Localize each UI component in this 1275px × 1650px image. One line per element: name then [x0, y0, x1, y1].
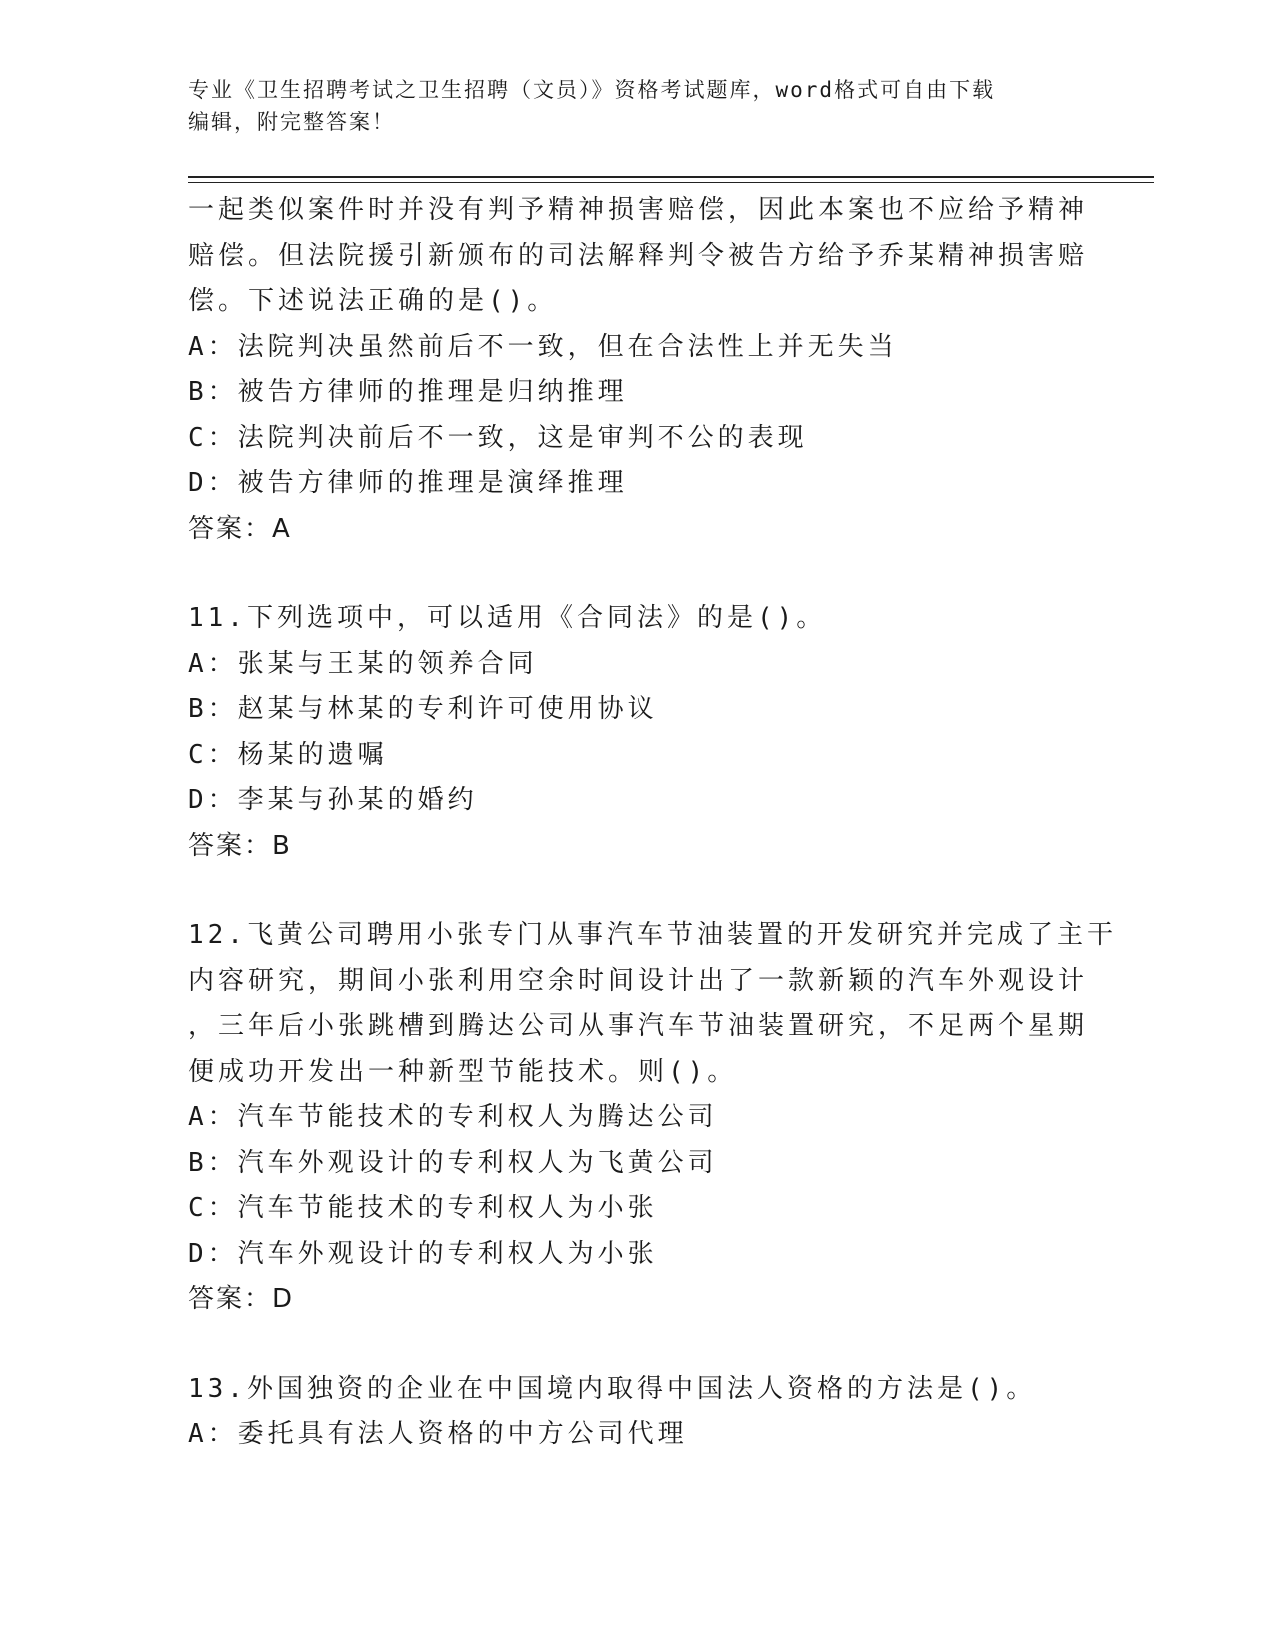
- question-stem-line: 一起类似案件时并没有判予精神损害赔偿，因此本案也不应给予精神: [188, 195, 1089, 225]
- option-a: A：法院判决虽然前后不一致，但在合法性上并无失当: [188, 331, 898, 362]
- header-line-1: 专业《卫生招聘考试之卫生招聘（文员）》资格考试题库，word格式可自由下载: [188, 78, 996, 102]
- answer: 答案：D: [188, 1284, 295, 1314]
- spacer: [188, 1323, 1088, 1367]
- spacer: [188, 552, 1088, 596]
- spacer: [188, 869, 1088, 913]
- option-c: C：法院判决前后不一致，这是审判不公的表现: [188, 422, 808, 453]
- question-stem-line: 偿。下述说法正确的是()。: [188, 286, 558, 316]
- header-line-2: 编辑，附完整答案！: [188, 110, 395, 134]
- question-stem-line: 便成功开发出一种新型节能技术。则()。: [188, 1056, 738, 1087]
- question-10: [188, 188, 1088, 552]
- document-header: [188, 74, 1088, 138]
- header-divider-thin: [188, 182, 1154, 183]
- question-stem-line: 内容研究，期间小张利用空余时间设计出了一款新颖的汽车外观设计: [188, 965, 1089, 996]
- option-b: B：赵某与林某的专利许可使用协议: [188, 694, 658, 724]
- question-stem-line: ，三年后小张跳槽到腾达公司从事汽车节油装置研究，不足两个星期: [188, 1011, 1089, 1041]
- question-stem-line: 11.下列选项中，可以适用《合同法》的是()。: [188, 603, 827, 633]
- option-b: B：被告方律师的推理是归纳推理: [188, 377, 628, 407]
- option-d: D：被告方律师的推理是演绎推理: [188, 468, 628, 498]
- option-b: B：汽车外观设计的专利权人为飞黄公司: [188, 1147, 718, 1178]
- question-13: [188, 1367, 1088, 1458]
- option-a: A：汽车节能技术的专利权人为腾达公司: [188, 1102, 718, 1132]
- question-stem-line: 13.外国独资的企业在中国境内取得中国法人资格的方法是()。: [188, 1373, 1037, 1404]
- option-c: C：杨某的遗嘱: [188, 739, 388, 770]
- question-stem-line: 12.飞黄公司聘用小张专门从事汽车节油装置的开发研究并完成了主干: [188, 920, 1117, 950]
- question-12: [188, 913, 1117, 1323]
- option-d: D：汽车外观设计的专利权人为小张: [188, 1238, 658, 1269]
- question-content: [188, 188, 1117, 1458]
- answer: 答案：A: [188, 513, 292, 544]
- option-a: A：委托具有法人资格的中方公司代理: [188, 1419, 688, 1449]
- answer: 答案：B: [188, 830, 292, 861]
- question-stem-line: 赔偿。但法院援引新颁布的司法解释判令被告方给予乔某精神损害赔: [188, 240, 1089, 271]
- option-d: D：李某与孙某的婚约: [188, 785, 478, 815]
- option-a: A：张某与王某的领养合同: [188, 648, 538, 679]
- option-c: C：汽车节能技术的专利权人为小张: [188, 1193, 658, 1223]
- header-divider-thick: [188, 176, 1154, 178]
- question-11: [188, 596, 1088, 869]
